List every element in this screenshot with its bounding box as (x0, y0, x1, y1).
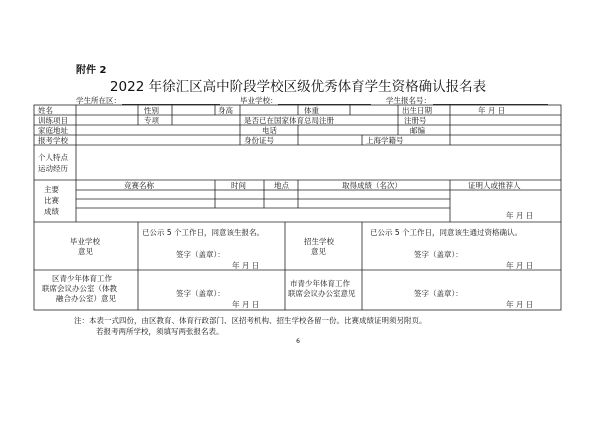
profile-label-line2: 运动经历 (38, 164, 68, 173)
name-label: 姓名 (38, 106, 53, 115)
district-office-line3: 融合办公室）意见 (56, 294, 116, 303)
note-line-1: 注：本表一式四份，由区教育、体育行政部门、区招考机构、招生学校各留一份。比赛成绩证明须另附页。 (74, 316, 427, 325)
reg-number-label: 学生报名号： (386, 96, 431, 105)
profile-label-line1: 个人特点 (38, 153, 68, 162)
applied-school-label: 报考学校 (38, 136, 68, 145)
recruit-school-statement: 已公示 5 个工作日，同意该生通过资格确认。 (370, 228, 523, 237)
recruit-school-opinion-line2: 意见 (311, 247, 326, 256)
city-office-line1: 市青少年体育工作 (290, 279, 350, 288)
comp-header-time: 时间 (231, 181, 246, 190)
annex-label: 附件 2 (76, 65, 107, 76)
page-number: 6 (296, 338, 300, 345)
registered-label: 是否已在国家体育总局注册 (244, 116, 334, 125)
sh-student-no-label: 上海学籍号 (366, 136, 404, 145)
home-address-label: 家庭地址 (38, 126, 68, 135)
note-line-2: 若报考两所学校，须填写两张报名表。 (96, 327, 224, 336)
comp-side-label-3: 成绩 (44, 207, 59, 216)
grad-school-opinion-line1: 毕业学校 (70, 237, 100, 246)
comp-date-format: 年 月 日 (506, 211, 534, 220)
comp-side-label-2: 比赛 (44, 196, 59, 205)
phone-label: 电话 (262, 126, 277, 135)
district-office-date-format: 年 月 日 (232, 300, 260, 309)
gender-label: 性别 (144, 106, 159, 115)
district-office-sign-label: 签字（盖章）： (176, 289, 225, 298)
student-district-label: 学生所在区： (76, 96, 121, 105)
birth-date-format: 年 月 日 (478, 106, 506, 115)
postcode-label: 邮编 (410, 126, 425, 135)
comp-header-place: 地点 (274, 181, 289, 190)
reg-no-label: 注册号 (404, 116, 427, 125)
comp-header-name: 竞赛名称 (124, 181, 154, 190)
district-office-line1: 区青少年体育工作 (52, 274, 112, 283)
weight-label: 体重 (304, 106, 319, 115)
comp-side-label-1: 主要 (44, 185, 59, 194)
city-office-sign-label: 签字（盖章）： (414, 289, 463, 298)
city-office-line2: 联席会议办公室意见 (288, 289, 356, 298)
grad-school-opinion-line2: 意见 (78, 247, 93, 256)
graduating-school-label: 毕业学校： (240, 96, 278, 105)
specialty-label: 专项 (144, 116, 159, 125)
city-office-date-format: 年 月 日 (506, 300, 534, 309)
id-number-label: 身份证号 (244, 136, 274, 145)
recruit-school-opinion-line1: 招生学校 (304, 237, 334, 246)
district-office-line2: 联席会议办公室（体教 (42, 284, 117, 293)
comp-header-referee: 证明人或推荐人 (468, 181, 521, 190)
comp-header-result: 取得成绩（名次） (342, 181, 402, 190)
grad-school-date-format: 年 月 日 (232, 261, 260, 270)
height-label: 身高 (218, 106, 233, 115)
grad-school-statement: 已公示 5 个工作日，同意该生报名。 (142, 228, 265, 237)
recruit-school-date-format: 年 月 日 (506, 261, 534, 270)
birth-date-label: 出生日期 (402, 106, 432, 115)
grad-school-sign-label: 签字（盖章）： (176, 250, 225, 259)
recruit-school-sign-label: 签字（盖章）： (414, 250, 463, 259)
training-item-label: 训练项目 (38, 116, 68, 125)
form-title: 2022 年徐汇区高中阶段学校区级优秀体育学生资格确认报名表 (109, 79, 487, 95)
